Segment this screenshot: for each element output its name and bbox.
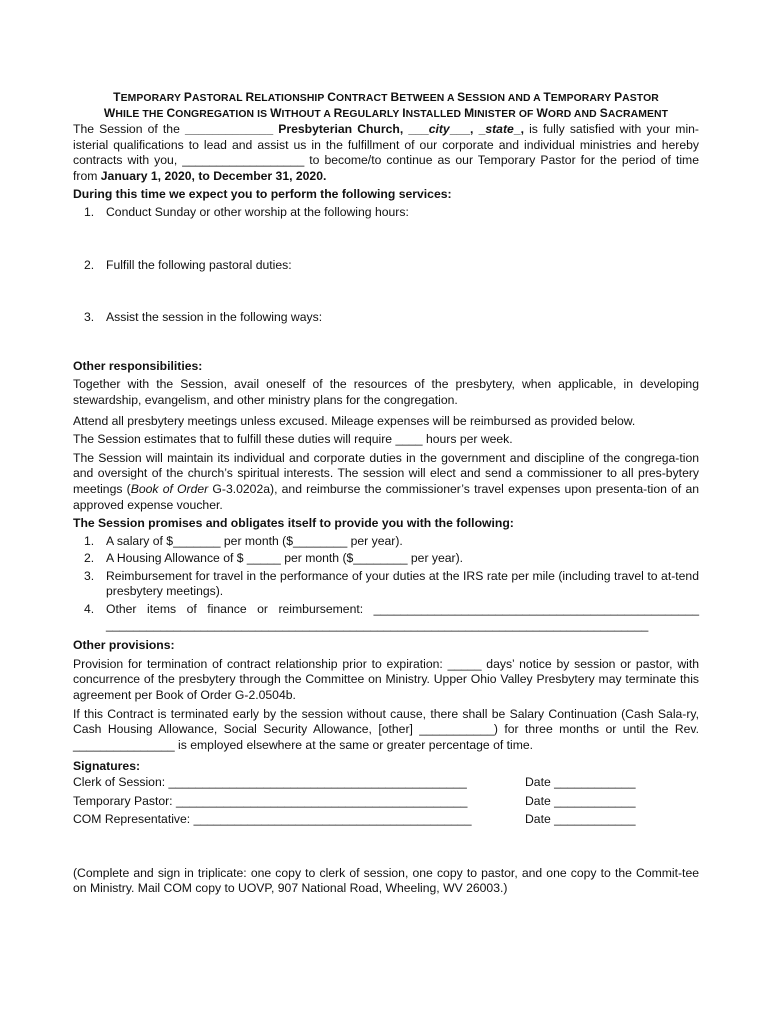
signatures-heading: Signatures: bbox=[73, 759, 141, 774]
title-line-2: WHILE THE CONGREGATION IS WITHOUT A REGULARLY INSTALLED MINISTER OF WORD AND SACRAMENT bbox=[103, 106, 669, 120]
promises-heading: The Session promises and obligates itself to provide you with the following: bbox=[73, 516, 514, 531]
signature-line: COM Representative: _________________________________________ bbox=[73, 812, 472, 826]
other-provisions-heading: Other provisions: bbox=[73, 638, 175, 653]
document-title bbox=[73, 90, 699, 122]
signature-row bbox=[73, 794, 699, 813]
date-line: Date ____________ bbox=[525, 812, 636, 826]
paragraph: Together with the Session, avail oneself of the resources of the presbytery, when applicable, in developing stewardship, evangelism, and other ministry plans for the congregation. bbox=[73, 377, 699, 407]
list-item: 3. Reimbursement for travel in the performance of your duties at the IRS rate per mile (including travel to at-tend presbytery meetings). bbox=[84, 568, 699, 599]
paragraph: The Session will maintain its individual and corporate duties in the government and discipline of the congrega-tion and oversight of the church’s spiritual interests. The session will elect and send a commissioner to all pres-bytery meetings (Book of Order G-3.0202a), and reimburse the commissioner’s travel expenses upon presenta-tion of an approved expense voucher. bbox=[73, 450, 700, 512]
list-item: 3. Assist the session in the following ways: bbox=[84, 310, 323, 325]
signature-line: Clerk of Session: ____________________________________________ bbox=[73, 775, 467, 789]
list-item: 2. Fulfill the following pastoral duties: bbox=[84, 257, 292, 272]
list-item: 1. Conduct Sunday or other worship at the following hours: bbox=[84, 204, 409, 219]
services-heading: During this time we expect you to perform the following services: bbox=[73, 187, 452, 202]
signature-row bbox=[73, 775, 699, 794]
paragraph: If this Contract is terminated early by the session without cause, there shall be Salary Continuation (Cash Sala-ry, Cash Housing Allowance, Social Security Allowance, [other] ___________) for three months or until the Rev. _______________ is employed elsewhere at the same or greater percentage of time. bbox=[73, 706, 699, 752]
blank-space bbox=[73, 275, 699, 308]
date-line: Date ____________ bbox=[525, 775, 636, 789]
list-item: 1. A salary of $_______ per month ($________ per year). bbox=[84, 533, 403, 548]
promises-list bbox=[73, 534, 699, 634]
intro-paragraph: The Session of the _____________ Presbyterian Church, ___city___, _state_, is fully satisfied with your min-isterial qualifications to lead and assist us in the fulfillment of our corporate and individual ministries and hereby contracts with you, __________________ to become/to continue as our Temporary Pastor for the period of time from January 1, 2020, to December 31, 2020. bbox=[73, 122, 699, 183]
paragraph: Attend all presbytery meetings unless excused. Mileage expenses will be reimbursed as provided below. bbox=[73, 413, 636, 428]
title-line-1: TEMPORARY PASTORAL RELATIONSHIP CONTRACT BETWEEN A SESSION AND A TEMPORARY PASTOR bbox=[113, 90, 659, 104]
paragraph: Provision for termination of contract relationship prior to expiration: _____ days’ notice by session or pastor, with concurrence of the presbytery through the Committee on Ministry. Upper Ohio Valley Presbytery may terminate this agreement per Book of Order G-2.0504b. bbox=[73, 656, 699, 703]
services-list bbox=[73, 205, 699, 359]
other-responsibilities-heading: Other responsibilities: bbox=[73, 358, 203, 373]
signature-block bbox=[73, 775, 699, 831]
blank-space bbox=[73, 328, 699, 359]
paragraph: The Session estimates that to fulfill these duties will require ____ hours per week. bbox=[73, 432, 513, 447]
list-item: 4. Other items of finance or reimbursement: ________________________________________________ ________________________________________________________________________________ bbox=[84, 602, 699, 632]
contract-document bbox=[73, 90, 699, 897]
list-item: 2. A Housing Allowance of $ _____ per month ($________ per year). bbox=[84, 551, 464, 566]
signature-line: Temporary Pastor: ___________________________________________ bbox=[73, 793, 468, 808]
signature-row bbox=[73, 812, 699, 831]
blank-space bbox=[73, 223, 699, 256]
footer-note: (Complete and sign in triplicate: one copy to clerk of session, one copy to pastor, and one copy to the Commit-tee on Ministry. Mail COM copy to UOVP, 907 National Road, Wheeling, WV 26003.) bbox=[73, 865, 699, 896]
date-line: Date ____________ bbox=[525, 793, 636, 808]
